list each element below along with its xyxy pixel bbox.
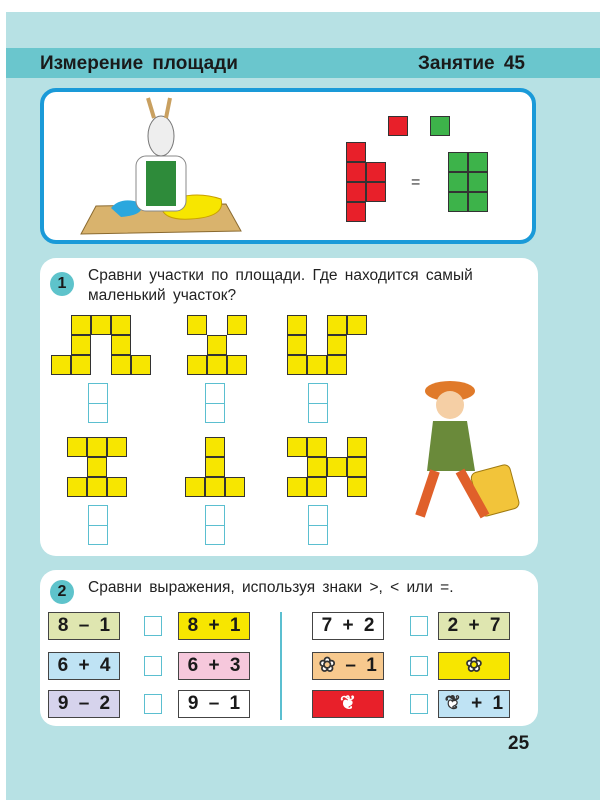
figure-cell (51, 355, 71, 375)
figure-cell (205, 437, 225, 457)
figure-cell (67, 477, 87, 497)
goat-illustration (76, 96, 251, 238)
leaf-icon: ❦ (340, 693, 356, 714)
task1-number: 1 (50, 272, 74, 296)
figure-cell (327, 355, 347, 375)
answer-box[interactable] (88, 383, 108, 423)
intro-box (40, 88, 536, 244)
task1-text: Сравни участки по площади. Где находится самый маленький участок? (88, 267, 473, 304)
figure-cell (111, 355, 131, 375)
task2-number: 2 (50, 580, 74, 604)
boy-with-suitcase-illustration (405, 373, 530, 543)
figure-cell (87, 477, 107, 497)
figure-cell (287, 355, 307, 375)
expression-flower (438, 652, 510, 680)
figure-cell (307, 457, 327, 477)
lesson-number: Занятие 45 (418, 53, 525, 74)
figure-cell (205, 457, 225, 477)
figure-cell (227, 315, 247, 335)
expression: 8 + 1 (178, 612, 250, 640)
expression: 8 – 1 (48, 612, 120, 640)
figure-cell (187, 355, 207, 375)
figure-cell (307, 437, 327, 457)
comparison-box[interactable] (410, 656, 428, 676)
figure-cell (347, 477, 367, 497)
figure-cell (327, 315, 347, 335)
comparison-box[interactable] (410, 694, 428, 714)
figure-cell (107, 477, 127, 497)
figure-cell (327, 335, 347, 355)
expression: 6 + 3 (178, 652, 250, 680)
figure-cell (287, 437, 307, 457)
equals-sign: = (411, 174, 421, 191)
figure-cell (187, 315, 207, 335)
figure-cell (107, 437, 127, 457)
figure-cell (225, 477, 245, 497)
figure-cell (347, 457, 367, 477)
expression: 6 + 4 (48, 652, 120, 680)
figure-cell (287, 315, 307, 335)
figure-cell (87, 457, 107, 477)
flower-icon: ✿ (466, 655, 482, 676)
task1-box (40, 258, 538, 556)
figure-cell (111, 335, 131, 355)
answer-box[interactable] (88, 505, 108, 545)
figure-cell (227, 355, 247, 375)
comparison-box[interactable] (144, 694, 162, 714)
expression-flower-minus-1: ✿ – 1 (312, 652, 384, 680)
figure-cell (307, 355, 327, 375)
figure-cell (205, 477, 225, 497)
lesson-topic: Измерение площади (40, 53, 238, 74)
figure-cell (71, 355, 91, 375)
comparison-box[interactable] (144, 656, 162, 676)
figure-cell (87, 437, 107, 457)
comparison-box[interactable] (410, 616, 428, 636)
figure-cell (347, 437, 367, 457)
figure-cell (185, 477, 205, 497)
figure-cell (111, 315, 131, 335)
expression: 2 + 7 (438, 612, 510, 640)
figure-cell (307, 477, 327, 497)
task2-text: Сравни выражения, используя знаки >, < или =. (88, 579, 454, 596)
leaf-icon: ❦ (444, 693, 461, 714)
task2-box (40, 570, 538, 726)
figure-cell (287, 477, 307, 497)
expression-leaf-plus-1: ❦ + 1 (438, 690, 510, 718)
figure-cell (207, 335, 227, 355)
flower-icon: ✿ (319, 655, 336, 676)
unit-square-red (388, 116, 408, 136)
divider (280, 612, 282, 720)
answer-box[interactable] (308, 383, 328, 423)
figure-cell (287, 335, 307, 355)
figure-cell (207, 355, 227, 375)
page-number: 25 (508, 733, 530, 754)
answer-box[interactable] (308, 505, 328, 545)
figure-cell (71, 315, 91, 335)
figure-cell (327, 457, 347, 477)
answer-box[interactable] (205, 383, 225, 423)
figure-cell (131, 355, 151, 375)
figure-cell (347, 315, 367, 335)
figure-cell (91, 315, 111, 335)
comparison-box[interactable] (144, 616, 162, 636)
expression: 9 – 1 (178, 690, 250, 718)
expression: 7 + 2 (312, 612, 384, 640)
unit-square-green (430, 116, 450, 136)
expression-leaf (312, 690, 384, 718)
answer-box[interactable] (205, 505, 225, 545)
expression: 9 – 2 (48, 690, 120, 718)
figure-cell (71, 335, 91, 355)
figure-cell (67, 437, 87, 457)
